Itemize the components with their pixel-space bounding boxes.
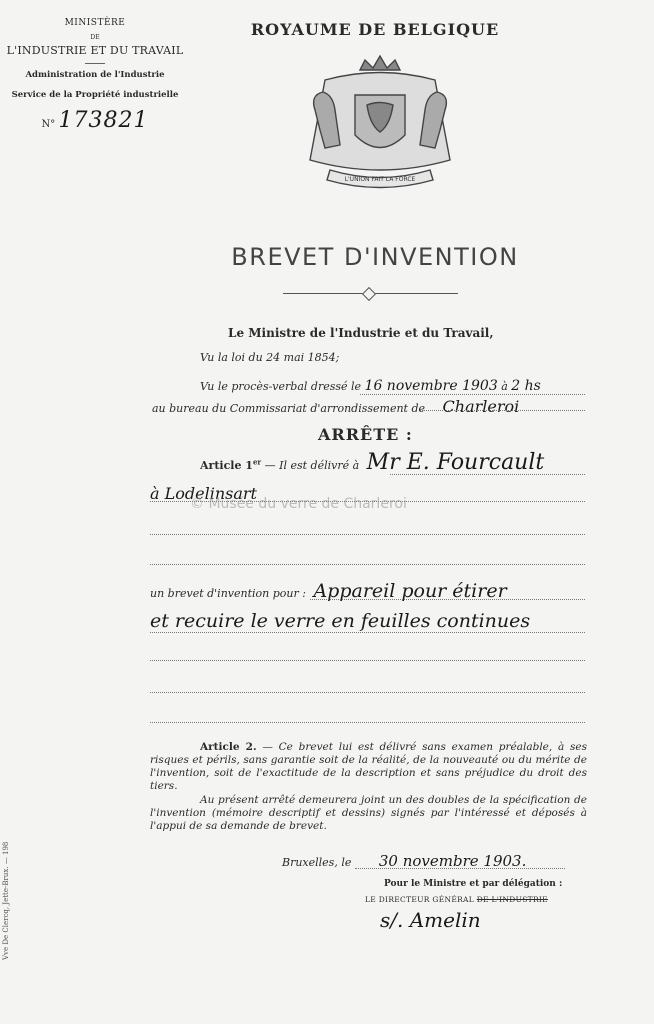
director-line [365, 895, 548, 904]
recipient-name: Mr E. Fourcault [366, 450, 545, 475]
article2-text: — Ce brevet lui est délivré sans examen préalable, à ses risques et périls, sans garantie soit de la réalité, de la nouveauté ou du mérite de l'invention, soit de l'exactitude de la description et sans préjudice du droit des tiers. [150, 741, 587, 792]
invention-title-line2: et recuire le verre en feuilles continues [150, 610, 531, 632]
article2-paragraph [150, 741, 587, 793]
dotted-line [390, 474, 585, 475]
proces-verbal-prefix: Vu le procès-verbal dressé le [200, 380, 362, 393]
article1-label: Article 1er [200, 457, 262, 472]
dotted-line [150, 564, 585, 565]
invention-title-line1: Appareil pour étirer [313, 580, 507, 602]
ministry-label: MINISTÈRE [64, 18, 126, 28]
dotted-line [360, 394, 585, 395]
number-prefix: N° [41, 119, 56, 130]
delegation-line: Pour le Ministre et par délégation : [384, 879, 563, 889]
patent-number [0, 108, 190, 133]
coat-of-arms-icon [285, 50, 475, 200]
director-label: LE DIRECTEUR GÉNÉRAL [365, 895, 475, 904]
bureau-line [152, 397, 592, 416]
ornament-diamond [362, 287, 376, 301]
dotted-line [355, 868, 565, 869]
bureau-city: Charleroi [442, 397, 520, 416]
article2-label: Article 2. [200, 741, 257, 753]
minister-line: Le Ministre de l'Industrie et du Travail, [228, 326, 494, 340]
ministry-header [0, 18, 190, 133]
dotted-line [310, 599, 585, 600]
dotted-line [150, 660, 585, 661]
dotted-line [420, 410, 585, 411]
document-title: BREVET D'INVENTION [231, 243, 519, 271]
annex-paragraph: Au présent arrêté demeurera joint un des doubles de la spécification de l'invention (mémoire descriptif et dessins) signés par l'intéressé et déposés à l'appui de sa demande de brevet. [150, 794, 587, 832]
signature-date: 30 novembre 1903. [378, 852, 527, 870]
service-label: Service de la Propriété industrielle [11, 90, 179, 100]
divider [85, 63, 105, 64]
number-value: 173821 [58, 108, 149, 133]
ministry-name: L'INDUSTRIE ET DU TRAVAIL [6, 44, 184, 57]
dotted-line [150, 722, 585, 723]
article1-text: — Il est délivré à [264, 459, 360, 472]
ministry-de: DE [90, 34, 100, 41]
proces-verbal-date: 16 novembre 1903 [364, 378, 498, 394]
printer-imprint: Vve De Clercq, Jette-Brux. — 198 [2, 841, 10, 960]
dotted-line [150, 632, 585, 633]
law-line: Vu la loi du 24 mai 1854; [200, 351, 340, 364]
struck-label: DE L'INDUSTRIE [476, 895, 548, 904]
kingdom-title: ROYAUME DE BELGIQUE [250, 20, 500, 39]
place-label: Bruxelles, le [282, 856, 352, 869]
arrete-heading: ARRÊTE : [318, 425, 413, 444]
administration-label: Administration de l'Industrie [25, 70, 165, 80]
dotted-line [150, 692, 585, 693]
dotted-line [150, 534, 585, 535]
proces-verbal-time: 2 hs [511, 378, 541, 394]
time-prefix: à [501, 380, 508, 393]
recipient-address: à Lodelinsart [150, 484, 257, 503]
bureau-prefix: au bureau du Commissariat d'arrondissement de [152, 402, 426, 415]
article1-line [200, 450, 600, 475]
brevet-pour-prefix: un brevet d'invention pour : [150, 587, 306, 600]
copyright-watermark: © Musée du verre de Charleroi [190, 496, 407, 512]
proces-verbal-line [200, 378, 590, 394]
motto-text: L'UNION FAIT LA FORCE [344, 176, 416, 183]
director-signature: s/. Amelin [380, 908, 481, 932]
